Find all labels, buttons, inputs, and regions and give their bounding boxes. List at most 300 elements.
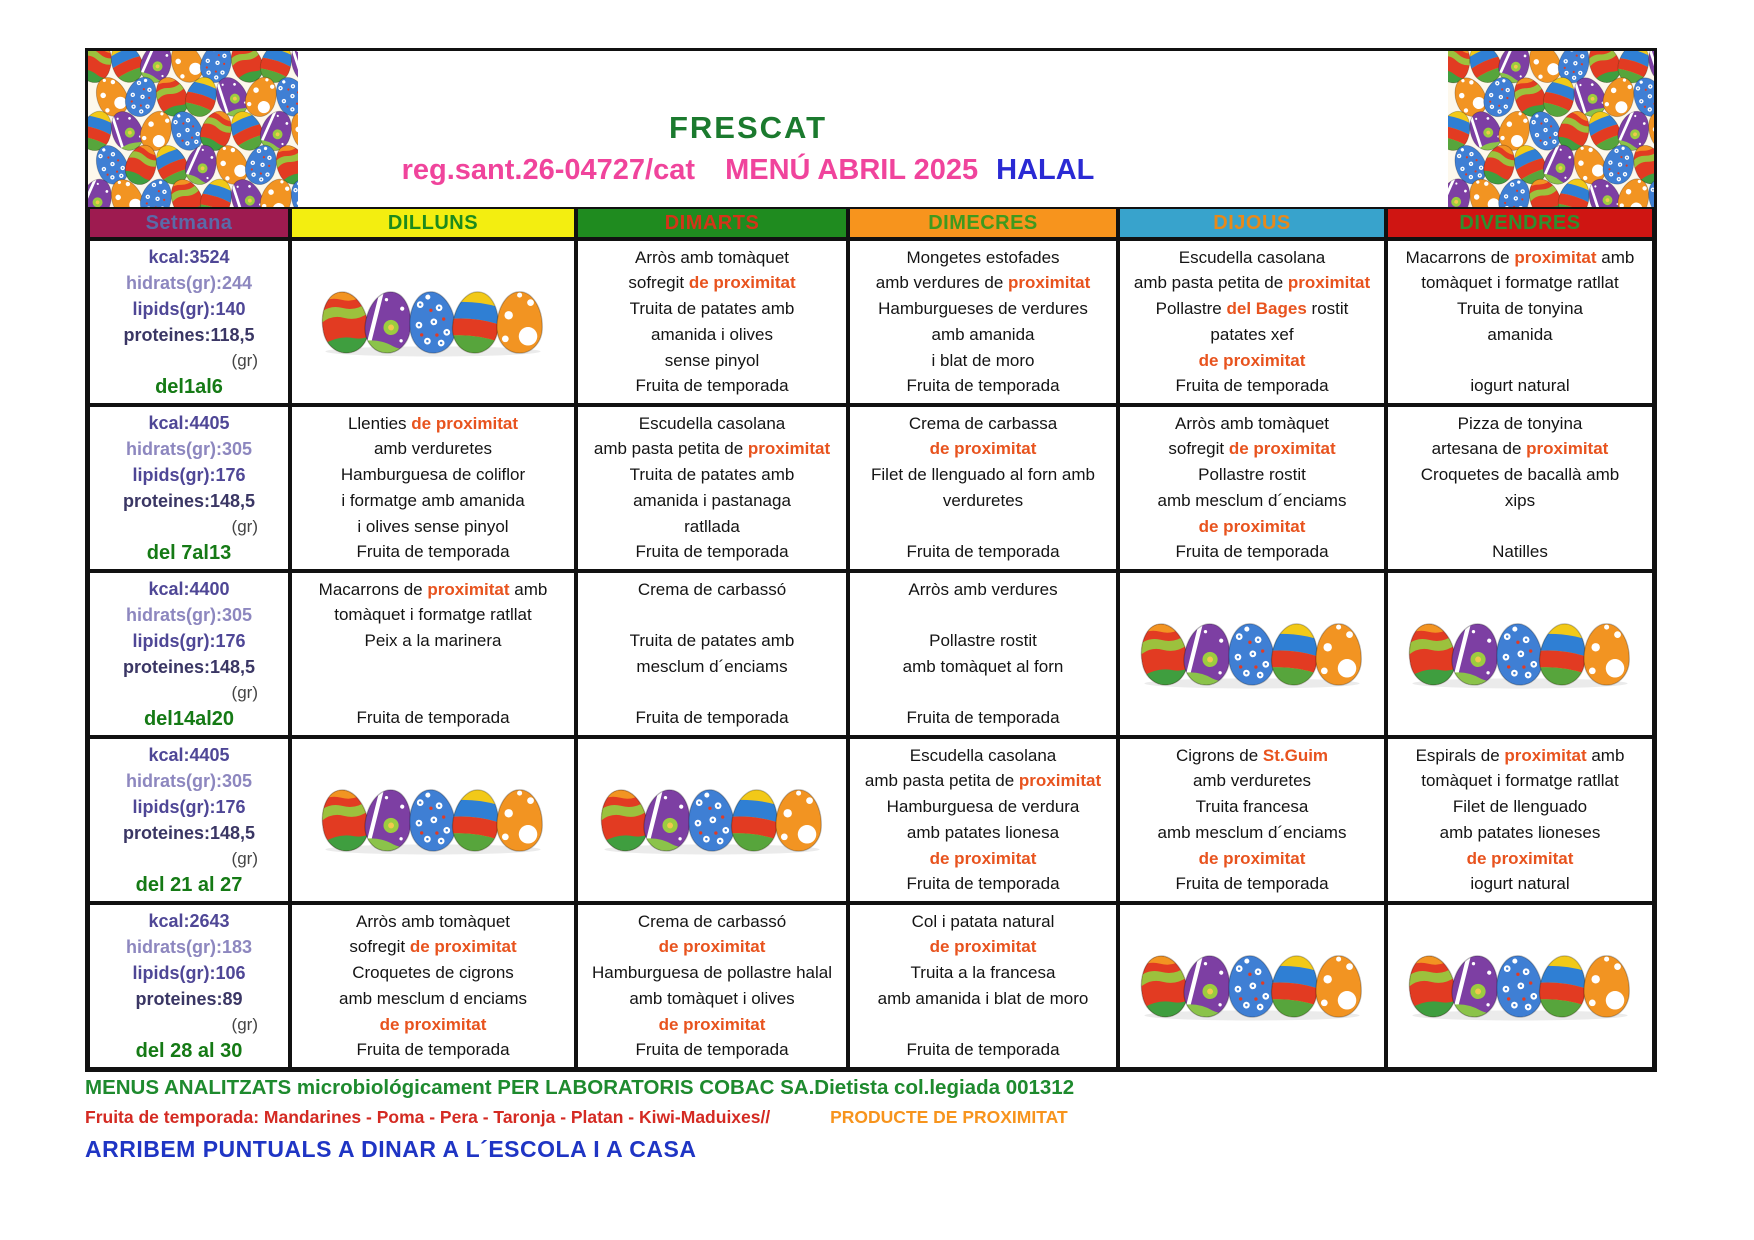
menu-line xyxy=(579,297,845,321)
menu-line xyxy=(1121,437,1383,461)
menu-line xyxy=(851,1038,1115,1062)
proximity-highlight: proximitat xyxy=(1514,247,1597,267)
menu-text: Hamburguesa de verdura xyxy=(886,797,1080,817)
menu-line xyxy=(579,578,845,602)
menu-text: ratllada xyxy=(684,516,740,536)
menu-line xyxy=(579,463,845,487)
menu-text: amb amanida i blat de moro xyxy=(877,988,1089,1008)
nutrition-gr: (gr) xyxy=(231,1015,258,1034)
week-row-del1al6 xyxy=(88,239,1654,405)
menu-line xyxy=(851,271,1115,295)
menu-line xyxy=(851,297,1115,321)
menu-text: amb verduretes xyxy=(1192,771,1312,791)
week-row-del14al20 xyxy=(88,571,1654,737)
menu-line xyxy=(851,515,1115,539)
menu-line xyxy=(1389,374,1651,398)
menu-text: Truita de tonyina xyxy=(1457,299,1583,319)
menu-text: Truita de patates amb xyxy=(629,299,795,319)
menu-line xyxy=(1389,297,1651,321)
column-header-dilluns: DILLUNS xyxy=(290,207,576,239)
nutrition-cell xyxy=(88,405,290,571)
nutrition-gr: (gr) xyxy=(231,849,258,868)
menu-text: Arròs amb tomàquet xyxy=(634,247,789,267)
header-band xyxy=(88,51,1654,207)
menu-line xyxy=(1121,271,1383,295)
menu-line xyxy=(293,1013,573,1037)
menu-line xyxy=(1121,349,1383,373)
menu-text: Macarrons de xyxy=(1405,247,1515,267)
easter-eggs-cluster-image xyxy=(1448,51,1654,207)
proximity-highlight: de proximitat xyxy=(1228,439,1336,459)
nutrition-cell xyxy=(88,571,290,737)
nutrition-range: del14al20 xyxy=(143,708,235,730)
menu-line xyxy=(851,412,1115,436)
menu-line xyxy=(579,681,845,705)
week-row-del-28-al-30 xyxy=(88,903,1654,1069)
nutrition-kcal: kcal:4405 xyxy=(148,745,230,765)
menu-line xyxy=(579,323,845,347)
menu-line xyxy=(293,489,573,513)
menu-text: amb amanida xyxy=(931,324,1035,344)
proximity-highlight: de proximitat xyxy=(411,413,519,433)
column-header-dimarts: DIMARTS xyxy=(576,207,848,239)
nutrition-kcal: kcal:3524 xyxy=(148,247,230,267)
menu-line xyxy=(1121,744,1383,768)
column-header-divendres: DIVENDRES xyxy=(1386,207,1654,239)
day-cell-menu xyxy=(576,239,848,405)
menu-text: Arròs amb tomàquet xyxy=(355,911,510,931)
menu-line xyxy=(579,1038,845,1062)
proximity-highlight: proximitat xyxy=(427,579,510,599)
menu-text: amb pasta petita de xyxy=(864,771,1019,791)
menu-line xyxy=(579,246,845,270)
menu-line xyxy=(579,1013,845,1037)
menu-line xyxy=(1389,437,1651,461)
menu-text: Fruita de temporada xyxy=(1175,542,1329,562)
nutrition-lipids: lipids(gr):176 xyxy=(132,631,246,651)
menu-line xyxy=(579,489,845,513)
menu-line xyxy=(579,515,845,539)
menu-line xyxy=(1389,515,1651,539)
menu-line xyxy=(851,323,1115,347)
menu-text: i blat de moro xyxy=(931,350,1035,370)
menu-line xyxy=(851,744,1115,768)
menu-text: i olives sense pinyol xyxy=(357,516,509,536)
menu-text: amb xyxy=(1596,247,1635,267)
menu-line xyxy=(1389,795,1651,819)
menu-text: Mongetes estofades xyxy=(906,247,1060,267)
menu-line xyxy=(1121,821,1383,845)
menu-text: Filet de llenguado al forn amb xyxy=(871,465,1095,485)
menu-line xyxy=(293,515,573,539)
menu-text: Fruita de temporada xyxy=(356,1040,510,1060)
menu-line xyxy=(851,603,1115,627)
menu-line xyxy=(851,847,1115,871)
menu-text: Truita de patates amb xyxy=(629,465,795,485)
menu-line xyxy=(851,935,1115,959)
menu-line xyxy=(1121,489,1383,513)
day-cell-eggs xyxy=(1386,571,1654,737)
menu-line xyxy=(1121,872,1383,896)
menu-text: amb xyxy=(509,579,548,599)
menu-line xyxy=(293,463,573,487)
menu-line xyxy=(851,910,1115,934)
menu-line xyxy=(579,935,845,959)
menu-text: Cigrons de xyxy=(1175,745,1263,765)
nutrition-cell xyxy=(88,737,290,903)
menu-text: tomàquet i formatge ratllat xyxy=(1421,771,1619,791)
menu-line xyxy=(851,489,1115,513)
day-cell-menu xyxy=(848,571,1118,737)
menu-line xyxy=(1121,463,1383,487)
menu-line xyxy=(293,578,573,602)
menu-line xyxy=(579,412,845,436)
easter-eggs-photo-right xyxy=(1448,51,1654,207)
footer-punctuality-note: ARRIBEM PUNTUALS A DINAR A L´ESCOLA I A CASA xyxy=(85,1136,697,1162)
day-cell-menu xyxy=(290,405,576,571)
menu-line xyxy=(1121,246,1383,270)
menu-line xyxy=(1389,271,1651,295)
menu-line xyxy=(851,246,1115,270)
day-cell-menu xyxy=(1118,737,1386,903)
proximity-highlight: del Bages xyxy=(1226,299,1307,319)
menu-line xyxy=(293,412,573,436)
column-header-dijous: DIJOUS xyxy=(1118,207,1386,239)
menu-line xyxy=(293,935,573,959)
day-cell-menu xyxy=(1386,737,1654,903)
menu-text: Hamburguesa de coliflor xyxy=(340,465,526,485)
column-header-row xyxy=(88,207,1654,239)
menu-text: Peix a la marinera xyxy=(364,631,502,651)
proximity-highlight: de proximitat xyxy=(688,273,796,293)
menu-text: Fruita de temporada xyxy=(635,542,789,562)
menu-line xyxy=(851,629,1115,653)
menu-line xyxy=(851,769,1115,793)
menu-text: Hamburgueses de verdures xyxy=(878,299,1088,319)
menu-text: amanida i pastanaga xyxy=(633,490,791,510)
proximity-highlight: proximitat xyxy=(1287,273,1371,293)
menu-text: Filet de llenguado xyxy=(1452,797,1588,817)
menu-text: amb verduretes xyxy=(373,439,493,459)
day-cell-menu xyxy=(848,405,1118,571)
nutrition-gr: (gr) xyxy=(231,517,258,536)
day-cell-eggs xyxy=(1118,571,1386,737)
menu-text: Fruita de temporada xyxy=(356,708,510,728)
menu-text: Escudella casolana xyxy=(909,745,1057,765)
proximity-highlight: de proximitat xyxy=(929,439,1037,459)
menu-text: tomàquet i formatge ratllat xyxy=(1421,273,1619,293)
menu-line xyxy=(1389,323,1651,347)
title-box xyxy=(173,51,1323,207)
registration-subtitle xyxy=(402,154,1095,187)
menu-line xyxy=(1121,515,1383,539)
easter-eggs-row-image xyxy=(596,783,828,857)
menu-text: Fruita de temporada xyxy=(1175,376,1329,396)
menu-line xyxy=(1389,744,1651,768)
proximity-highlight: proximitat xyxy=(747,439,831,459)
menu-text: Fruita de temporada xyxy=(906,376,1060,396)
day-cell-eggs xyxy=(290,737,576,903)
proximity-highlight: de proximitat xyxy=(409,937,517,957)
footer-fruit-note xyxy=(85,1107,1625,1128)
menu-text: Fruita de temporada xyxy=(635,376,789,396)
menu-line xyxy=(579,629,845,653)
menu-text: tomàquet i formatge ratllat xyxy=(334,605,532,625)
menu-text: amanida i olives xyxy=(651,324,773,344)
nutrition-hidrats: hidrats(gr):183 xyxy=(125,937,253,957)
menu-line xyxy=(1121,323,1383,347)
menu-text: Pollastre rostit xyxy=(1198,465,1306,485)
nutrition-kcal: kcal:4405 xyxy=(148,413,230,433)
week-row-del-21-al-27 xyxy=(88,737,1654,903)
menu-text: Croquetes de bacallà amb xyxy=(1420,465,1620,485)
menu-line xyxy=(579,374,845,398)
page-title: FRESCAT xyxy=(668,110,828,145)
proximity-highlight: de proximitat xyxy=(1198,516,1306,536)
nutrition-hidrats: hidrats(gr):305 xyxy=(125,605,253,625)
day-cell-menu xyxy=(290,571,576,737)
day-cell-eggs xyxy=(290,239,576,405)
menu-text: Truita de patates amb xyxy=(629,631,795,651)
nutrition-cell xyxy=(88,903,290,1069)
menu-line xyxy=(1121,374,1383,398)
menu-line xyxy=(851,1013,1115,1037)
registration-number: reg.sant.26-04727/cat xyxy=(401,154,695,186)
menu-line xyxy=(579,437,845,461)
column-header-setmana: Setmana xyxy=(88,207,290,239)
proximity-highlight: de proximitat xyxy=(1198,848,1306,868)
proximity-highlight: de proximitat xyxy=(1198,350,1306,370)
nutrition-range: del1al6 xyxy=(155,376,223,398)
menu-line xyxy=(579,961,845,985)
day-cell-eggs xyxy=(1386,903,1654,1069)
day-cell-menu xyxy=(576,903,848,1069)
menu-line xyxy=(1389,540,1651,564)
menu-text: Macarrons de xyxy=(318,579,428,599)
halal-label: HALAL xyxy=(996,154,1095,186)
menu-text: rostit xyxy=(1306,299,1349,319)
menu-line xyxy=(851,795,1115,819)
nutrition-lipids: lipids(gr):140 xyxy=(132,299,246,319)
menu-line xyxy=(293,1038,573,1062)
nutrition-proteines: proteines:118,5 xyxy=(123,325,255,345)
menu-text: Crema de carbassó xyxy=(637,911,787,931)
menu-line xyxy=(579,910,845,934)
menu-text: Fruita de temporada xyxy=(906,542,1060,562)
day-cell-menu xyxy=(848,239,1118,405)
menu-text: Pollastre xyxy=(1155,299,1227,319)
day-cell-menu xyxy=(1386,239,1654,405)
menu-text: iogurt natural xyxy=(1470,376,1570,396)
menu-text: sofregit xyxy=(1168,439,1229,459)
menu-line xyxy=(1121,297,1383,321)
day-cell-menu xyxy=(290,903,576,1069)
easter-eggs-row-image xyxy=(317,285,549,359)
menu-text: Fruita de temporada xyxy=(1175,874,1329,894)
menu-line xyxy=(293,910,573,934)
proximity-highlight: de proximitat xyxy=(658,937,766,957)
day-cell-menu xyxy=(848,737,1118,903)
nutrition-hidrats: hidrats(gr):244 xyxy=(125,273,253,293)
menu-line xyxy=(293,987,573,1011)
menu-text: Escudella casolana xyxy=(638,413,786,433)
nutrition-hidrats: hidrats(gr):305 xyxy=(125,771,253,791)
menu-text: Llenties xyxy=(347,413,412,433)
menu-line xyxy=(851,821,1115,845)
nutrition-proteines: proteines:148,5 xyxy=(122,823,256,843)
nutrition-lipids: lipids(gr):176 xyxy=(132,465,246,485)
nutrition-cell xyxy=(88,239,290,405)
menu-text: amb pasta petita de xyxy=(593,439,748,459)
menu-line xyxy=(293,603,573,627)
menu-text: amb mesclum d´enciams xyxy=(1157,822,1347,842)
menu-line xyxy=(579,706,845,730)
menu-line xyxy=(579,540,845,564)
nutrition-range: del 21 al 27 xyxy=(135,874,243,896)
menu-text: Fruita de temporada xyxy=(635,1040,789,1060)
menu-text: verduretes xyxy=(942,490,1024,510)
easter-eggs-row-image xyxy=(1404,617,1636,691)
menu-text: patates xef xyxy=(1210,324,1294,344)
menu-text: Natilles xyxy=(1492,542,1548,562)
menu-line xyxy=(851,374,1115,398)
fruit-list: Fruita de temporada: Mandarines - Poma - Pera - Taronja - Platan - Kiwi-Maduixes// xyxy=(85,1107,771,1127)
menu-line xyxy=(1121,847,1383,871)
day-cell-eggs xyxy=(576,737,848,903)
menu-text: Escudella casolana xyxy=(1178,247,1326,267)
menu-line xyxy=(851,961,1115,985)
menu-line xyxy=(851,872,1115,896)
day-cell-menu xyxy=(1118,239,1386,405)
menu-line xyxy=(851,987,1115,1011)
day-cell-menu xyxy=(576,405,848,571)
proximity-highlight: proximitat xyxy=(1526,439,1609,459)
menu-line xyxy=(293,655,573,679)
menu-line xyxy=(1389,349,1651,373)
menu-text: Fruita de temporada xyxy=(906,708,1060,728)
menu-text: Arròs amb verdures xyxy=(908,579,1058,599)
menu-line xyxy=(1389,412,1651,436)
menu-line xyxy=(293,629,573,653)
menu-line xyxy=(579,603,845,627)
menu-text: amanida xyxy=(1487,324,1553,344)
weeks-body xyxy=(88,239,1654,1069)
proximity-highlight: de proximitat xyxy=(1466,848,1574,868)
menu-line xyxy=(1121,769,1383,793)
nutrition-proteines: proteines:89 xyxy=(135,989,243,1009)
menu-text: mesclum d´enciams xyxy=(636,656,788,676)
menu-text: Fruita de temporada xyxy=(906,1040,1060,1060)
proximity-highlight: St.Guim xyxy=(1262,745,1329,765)
menu-text: Fruita de temporada xyxy=(635,708,789,728)
menu-line xyxy=(1389,872,1651,896)
menu-line xyxy=(1121,795,1383,819)
menu-text: Hamburguesa de pollastre halal xyxy=(591,963,833,983)
nutrition-gr: (gr) xyxy=(231,683,258,702)
footer-notes xyxy=(85,1076,1625,1163)
nutrition-range: del 7al13 xyxy=(146,542,232,564)
day-cell-menu xyxy=(576,571,848,737)
menu-text: Crema de carbassa xyxy=(908,413,1058,433)
nutrition-lipids: lipids(gr):106 xyxy=(132,963,246,983)
easter-eggs-row-image xyxy=(1404,949,1636,1023)
menu-text: amb patates lioneses xyxy=(1439,822,1601,842)
nutrition-range: del 28 al 30 xyxy=(135,1040,243,1062)
menu-line xyxy=(1389,489,1651,513)
menu-text: amb patates lionesa xyxy=(906,822,1060,842)
proximity-highlight: proximitat xyxy=(1018,771,1102,791)
menu-text: Truita a la francesa xyxy=(910,963,1056,983)
menu-month-title: MENÚ ABRIL 2025 xyxy=(725,154,979,186)
menu-text: Crema de carbassó xyxy=(637,579,787,599)
menu-text: amb tomàquet al forn xyxy=(902,656,1064,676)
menu-line xyxy=(579,655,845,679)
menu-line xyxy=(293,540,573,564)
menu-line xyxy=(579,987,845,1011)
day-cell-menu xyxy=(848,903,1118,1069)
menu-text: xips xyxy=(1504,490,1536,510)
menu-line xyxy=(1389,463,1651,487)
week-row-del-7al13 xyxy=(88,405,1654,571)
menu-line xyxy=(1389,847,1651,871)
nutrition-lipids: lipids(gr):176 xyxy=(132,797,246,817)
menu-line xyxy=(1389,246,1651,270)
menu-text: amb tomàquet i olives xyxy=(629,988,795,1008)
menu-text: amb mesclum d enciams xyxy=(338,988,527,1008)
menu-line xyxy=(293,681,573,705)
menu-line xyxy=(1121,540,1383,564)
nutrition-proteines: proteines:148,5 xyxy=(122,491,256,511)
menu-line xyxy=(851,706,1115,730)
menu-line xyxy=(579,349,845,373)
menu-line xyxy=(851,437,1115,461)
proximity-highlight: de proximitat xyxy=(658,1014,766,1034)
menu-text: Col i patata natural xyxy=(911,911,1055,931)
menu-text: Pizza de tonyina xyxy=(1457,413,1583,433)
column-header-dimecres: DIMECRES xyxy=(848,207,1118,239)
menu-line xyxy=(293,706,573,730)
menu-line xyxy=(579,271,845,295)
nutrition-hidrats: hidrats(gr):305 xyxy=(125,439,253,459)
menu-text: amb mesclum d´enciams xyxy=(1157,490,1347,510)
menu-line xyxy=(1121,412,1383,436)
menu-line xyxy=(851,349,1115,373)
easter-eggs-row-image xyxy=(1136,949,1368,1023)
easter-eggs-row-image xyxy=(1136,617,1368,691)
menu-text: artesana de xyxy=(1431,439,1527,459)
menu-text: i formatge amb amanida xyxy=(341,490,525,510)
nutrition-gr: (gr) xyxy=(231,351,258,370)
footer-analysis-note: MENUS ANALITZATS microbiológicament PER LABORATORIS COBAC SA.Dietista col.legiada 001312 xyxy=(85,1076,1075,1099)
menu-line xyxy=(851,463,1115,487)
nutrition-kcal: kcal:4400 xyxy=(148,579,230,599)
menu-text: Fruita de temporada xyxy=(906,874,1060,894)
menu-text: Fruita de temporada xyxy=(356,542,510,562)
menu-text: amb verdures de xyxy=(875,273,1009,293)
menu-line xyxy=(293,437,573,461)
menu-text: sofregit xyxy=(628,273,689,293)
nutrition-proteines: proteines:148,5 xyxy=(122,657,256,677)
menu-table xyxy=(85,48,1657,1072)
day-cell-menu xyxy=(1386,405,1654,571)
proximity-highlight: de proximitat xyxy=(929,937,1037,957)
menu-text: iogurt natural xyxy=(1470,874,1570,894)
proximity-product-label: PRODUCTE DE PROXIMITAT xyxy=(830,1107,1068,1127)
day-cell-menu xyxy=(1118,405,1386,571)
menu-text: Arròs amb tomàquet xyxy=(1174,413,1329,433)
menu-line xyxy=(851,540,1115,564)
menu-text: Truita francesa xyxy=(1195,797,1309,817)
